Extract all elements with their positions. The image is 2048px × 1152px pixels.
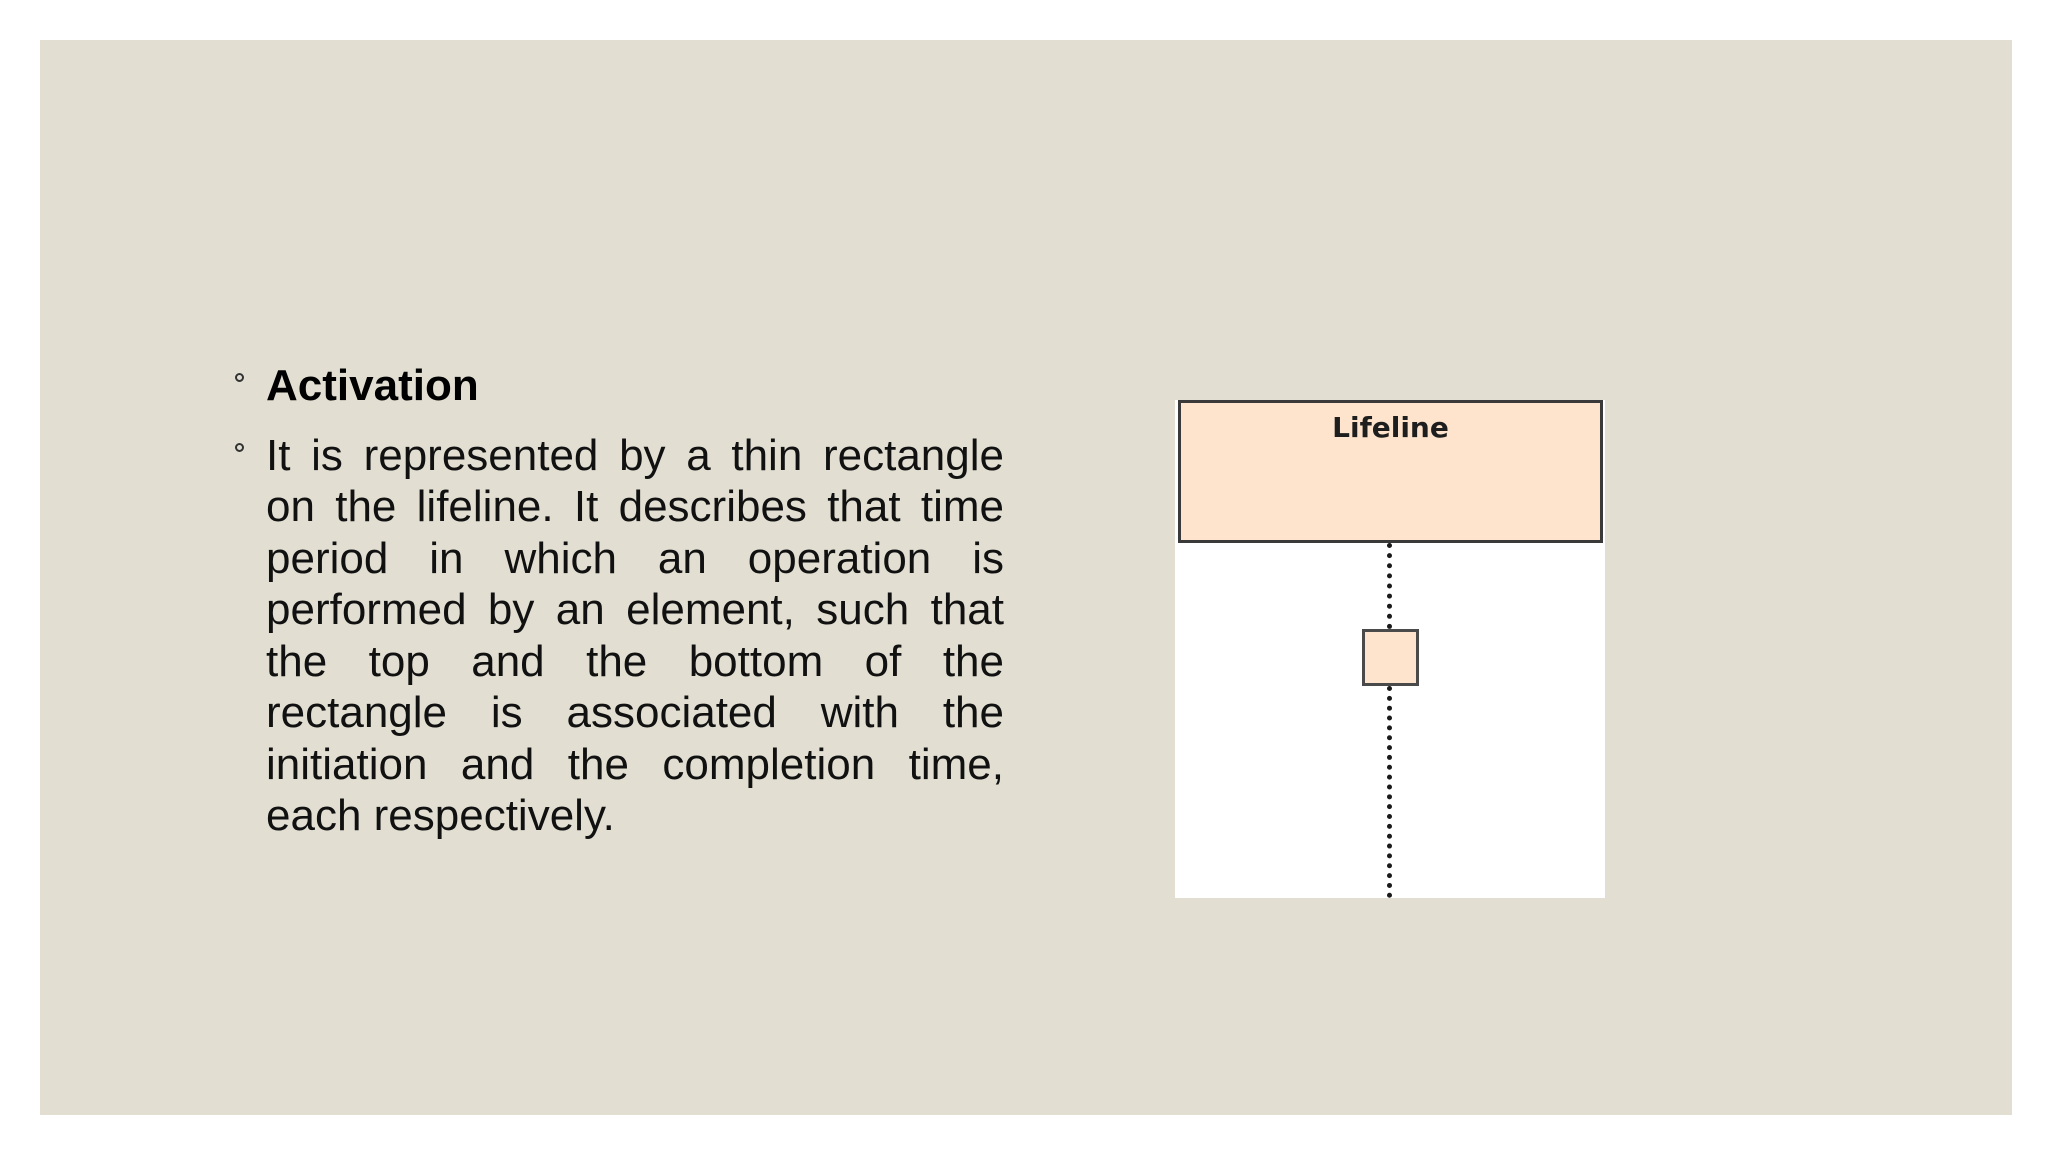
- bullet-heading: Activation: [266, 361, 479, 410]
- slide: [40, 40, 2012, 1115]
- circle-bullet-icon: [235, 443, 244, 452]
- bullet-item-heading: [193, 360, 1003, 412]
- bullet-description: It is represented by a thin rectangle on the lifeline. It describes that time period in which an operation is performed by an element, such that the top and the bottom of the rectangle is associated with the initiation and the completion time, each respectively.: [266, 430, 1004, 840]
- sequence-diagram: [1175, 400, 1605, 898]
- bullet-list: [193, 360, 1003, 842]
- lifeline-dashed-line: [1387, 686, 1392, 898]
- lifeline-dashed-line: [1387, 543, 1392, 629]
- circle-bullet-icon: [235, 373, 244, 382]
- lifeline-label: Lifeline: [1332, 411, 1449, 444]
- lifeline-box: [1178, 400, 1603, 543]
- bullet-item-description: [193, 430, 1003, 842]
- activation-rectangle: [1362, 629, 1419, 686]
